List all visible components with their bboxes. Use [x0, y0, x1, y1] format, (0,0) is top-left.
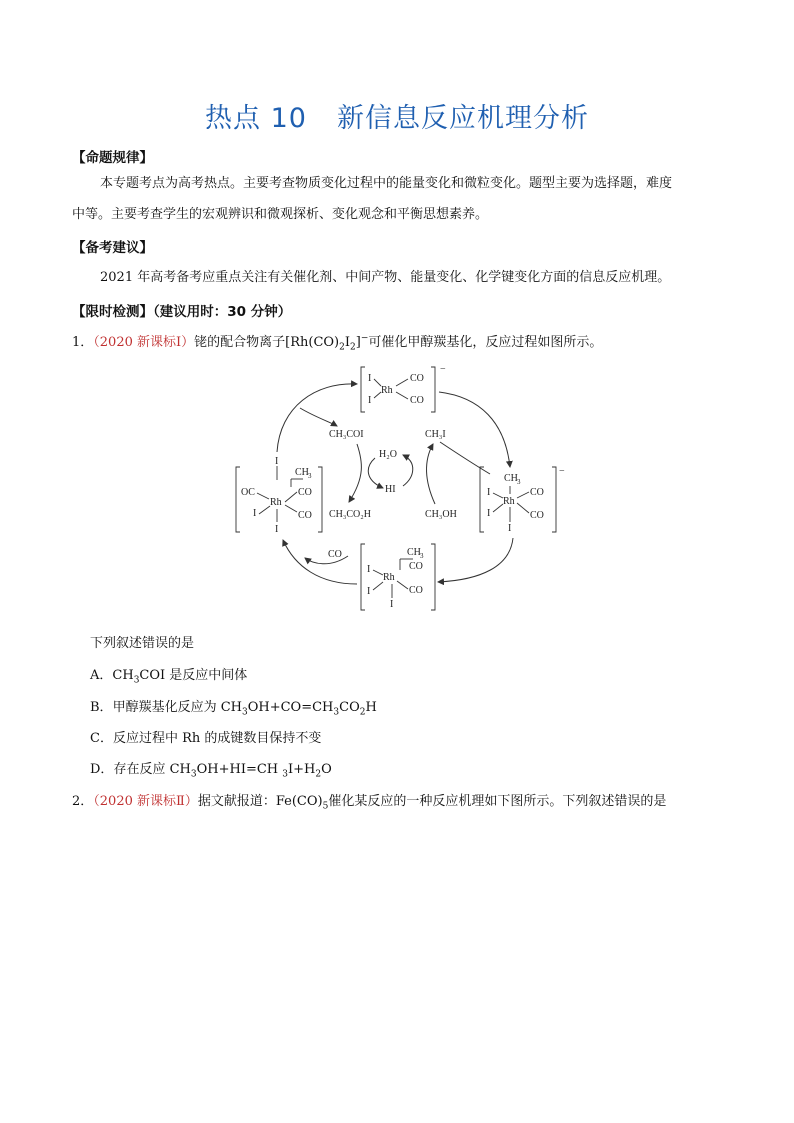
pattern-paragraph: 本专题考点为高考热点。主要考查物质变化过程中的能量变化和微粒变化。题型主要为选择题，难度 中等。主要考查学生的宏观辨识和微观探析、变化观念和平衡思想素养。 [72, 176, 673, 222]
arrow-to-hi [368, 458, 383, 488]
species-ch3coi: CH₃COI [329, 429, 364, 440]
species-hi: HI [385, 484, 396, 495]
complex-top [361, 364, 446, 412]
charge-minus-top: − [440, 364, 446, 375]
ligand-ch3: CH [295, 467, 309, 478]
arrow-right-to-bottom [438, 538, 513, 582]
ligand-i: I [487, 487, 491, 498]
section-label-test: 【限时检测】（建议用时：30 分钟） [72, 304, 292, 320]
ligand-i: I [508, 523, 512, 534]
ligand-i: I [275, 456, 279, 467]
ligand-i: I [367, 586, 371, 597]
species-ch3co2h: CH₃CO₂H [329, 509, 371, 520]
ligand-i: I [367, 564, 371, 575]
ligand-i: I [487, 508, 491, 519]
ligand-co: CO [409, 585, 423, 596]
ligand-co: CO [410, 395, 424, 406]
arrow-top-to-right [439, 392, 510, 467]
charge-minus-right: − [559, 466, 565, 477]
section-label-pattern: 【命题规律】 [72, 150, 153, 166]
ligand-co: CO [409, 561, 423, 572]
question-1-stem: 1．（2020 新课标Ⅰ）铑的配合物离子$[Rh(CO)_2I_2]^-$可催化甲醇羰基化，反应过程如图所示。 [72, 333, 603, 353]
complex-bottom [361, 544, 435, 610]
reaction-mechanism-diagram [225, 362, 575, 617]
arrow-release-ch3coi [300, 408, 337, 426]
rh-top: Rh [381, 385, 393, 396]
arrow-to-h2o [403, 455, 413, 486]
arrow-to-ch3co2h [349, 444, 361, 502]
page-title: 热点 10 新信息反应机理分析 [205, 103, 589, 134]
ligand-co: CO [410, 373, 424, 384]
ligand-co: CO [530, 510, 544, 521]
ligand-i: I [275, 524, 279, 535]
ligand-co: CO [298, 487, 312, 498]
ligand-i: I [253, 508, 257, 519]
species-ch3i: CH₃I [425, 429, 446, 440]
rh-right: Rh [503, 496, 515, 507]
option-a[interactable]: A．$CH_3COI$ 是反应中间体 [90, 668, 248, 686]
ligand-co: CO [298, 510, 312, 521]
rh-bottom: Rh [383, 572, 395, 583]
complex-right [480, 466, 565, 534]
arrow-to-ch3i [426, 444, 435, 504]
question-1-ask: 下列叙述错误的是 [90, 636, 195, 651]
ligand-co: CO [530, 487, 544, 498]
question-2-stem: 2．（2020 新课标Ⅱ）据文献报道：$Fe(CO)_5$催化某反应的一种反应机理如下图所示。下列叙述错误的是 [72, 794, 667, 812]
svg-text:3: 3 [517, 478, 521, 486]
svg-text:3: 3 [420, 552, 424, 560]
option-b[interactable]: B．甲醇羰基化反应为 $CH_3OH+CO=CH_3CO_2H$ [90, 700, 377, 718]
ligand-i: I [390, 599, 394, 610]
ligand-i: I [368, 395, 372, 406]
section-label-advice: 【备考建议】 [72, 240, 153, 256]
species-co-in: CO [328, 549, 342, 560]
complex-left [236, 456, 322, 535]
arrow-ch3i-in-line [440, 442, 490, 474]
species-ch3oh: CH₃OH [425, 509, 457, 520]
arrow-left-to-top [277, 384, 357, 452]
arrow-bottom-to-left [283, 540, 357, 584]
rh-left: Rh [270, 497, 282, 508]
svg-text:3: 3 [308, 472, 312, 480]
option-c[interactable]: C．反应过程中 Rh 的成键数目保持不变 [90, 731, 322, 746]
option-d[interactable]: D．存在反应 $CH_3OH+HI=CH$ $_3I+H_2O$ [90, 762, 332, 780]
ligand-i: I [368, 373, 372, 384]
ligand-ch3: CH [504, 473, 518, 484]
advice-paragraph: 2021 年高考备考应重点关注有关催化剂、中间产物、能量变化、化学键变化方面的信息反应机理。 [100, 270, 671, 285]
ligand-oc: OC [241, 487, 255, 498]
ligand-ch3: CH [407, 547, 421, 558]
species-h2o: H₂O [379, 449, 397, 460]
